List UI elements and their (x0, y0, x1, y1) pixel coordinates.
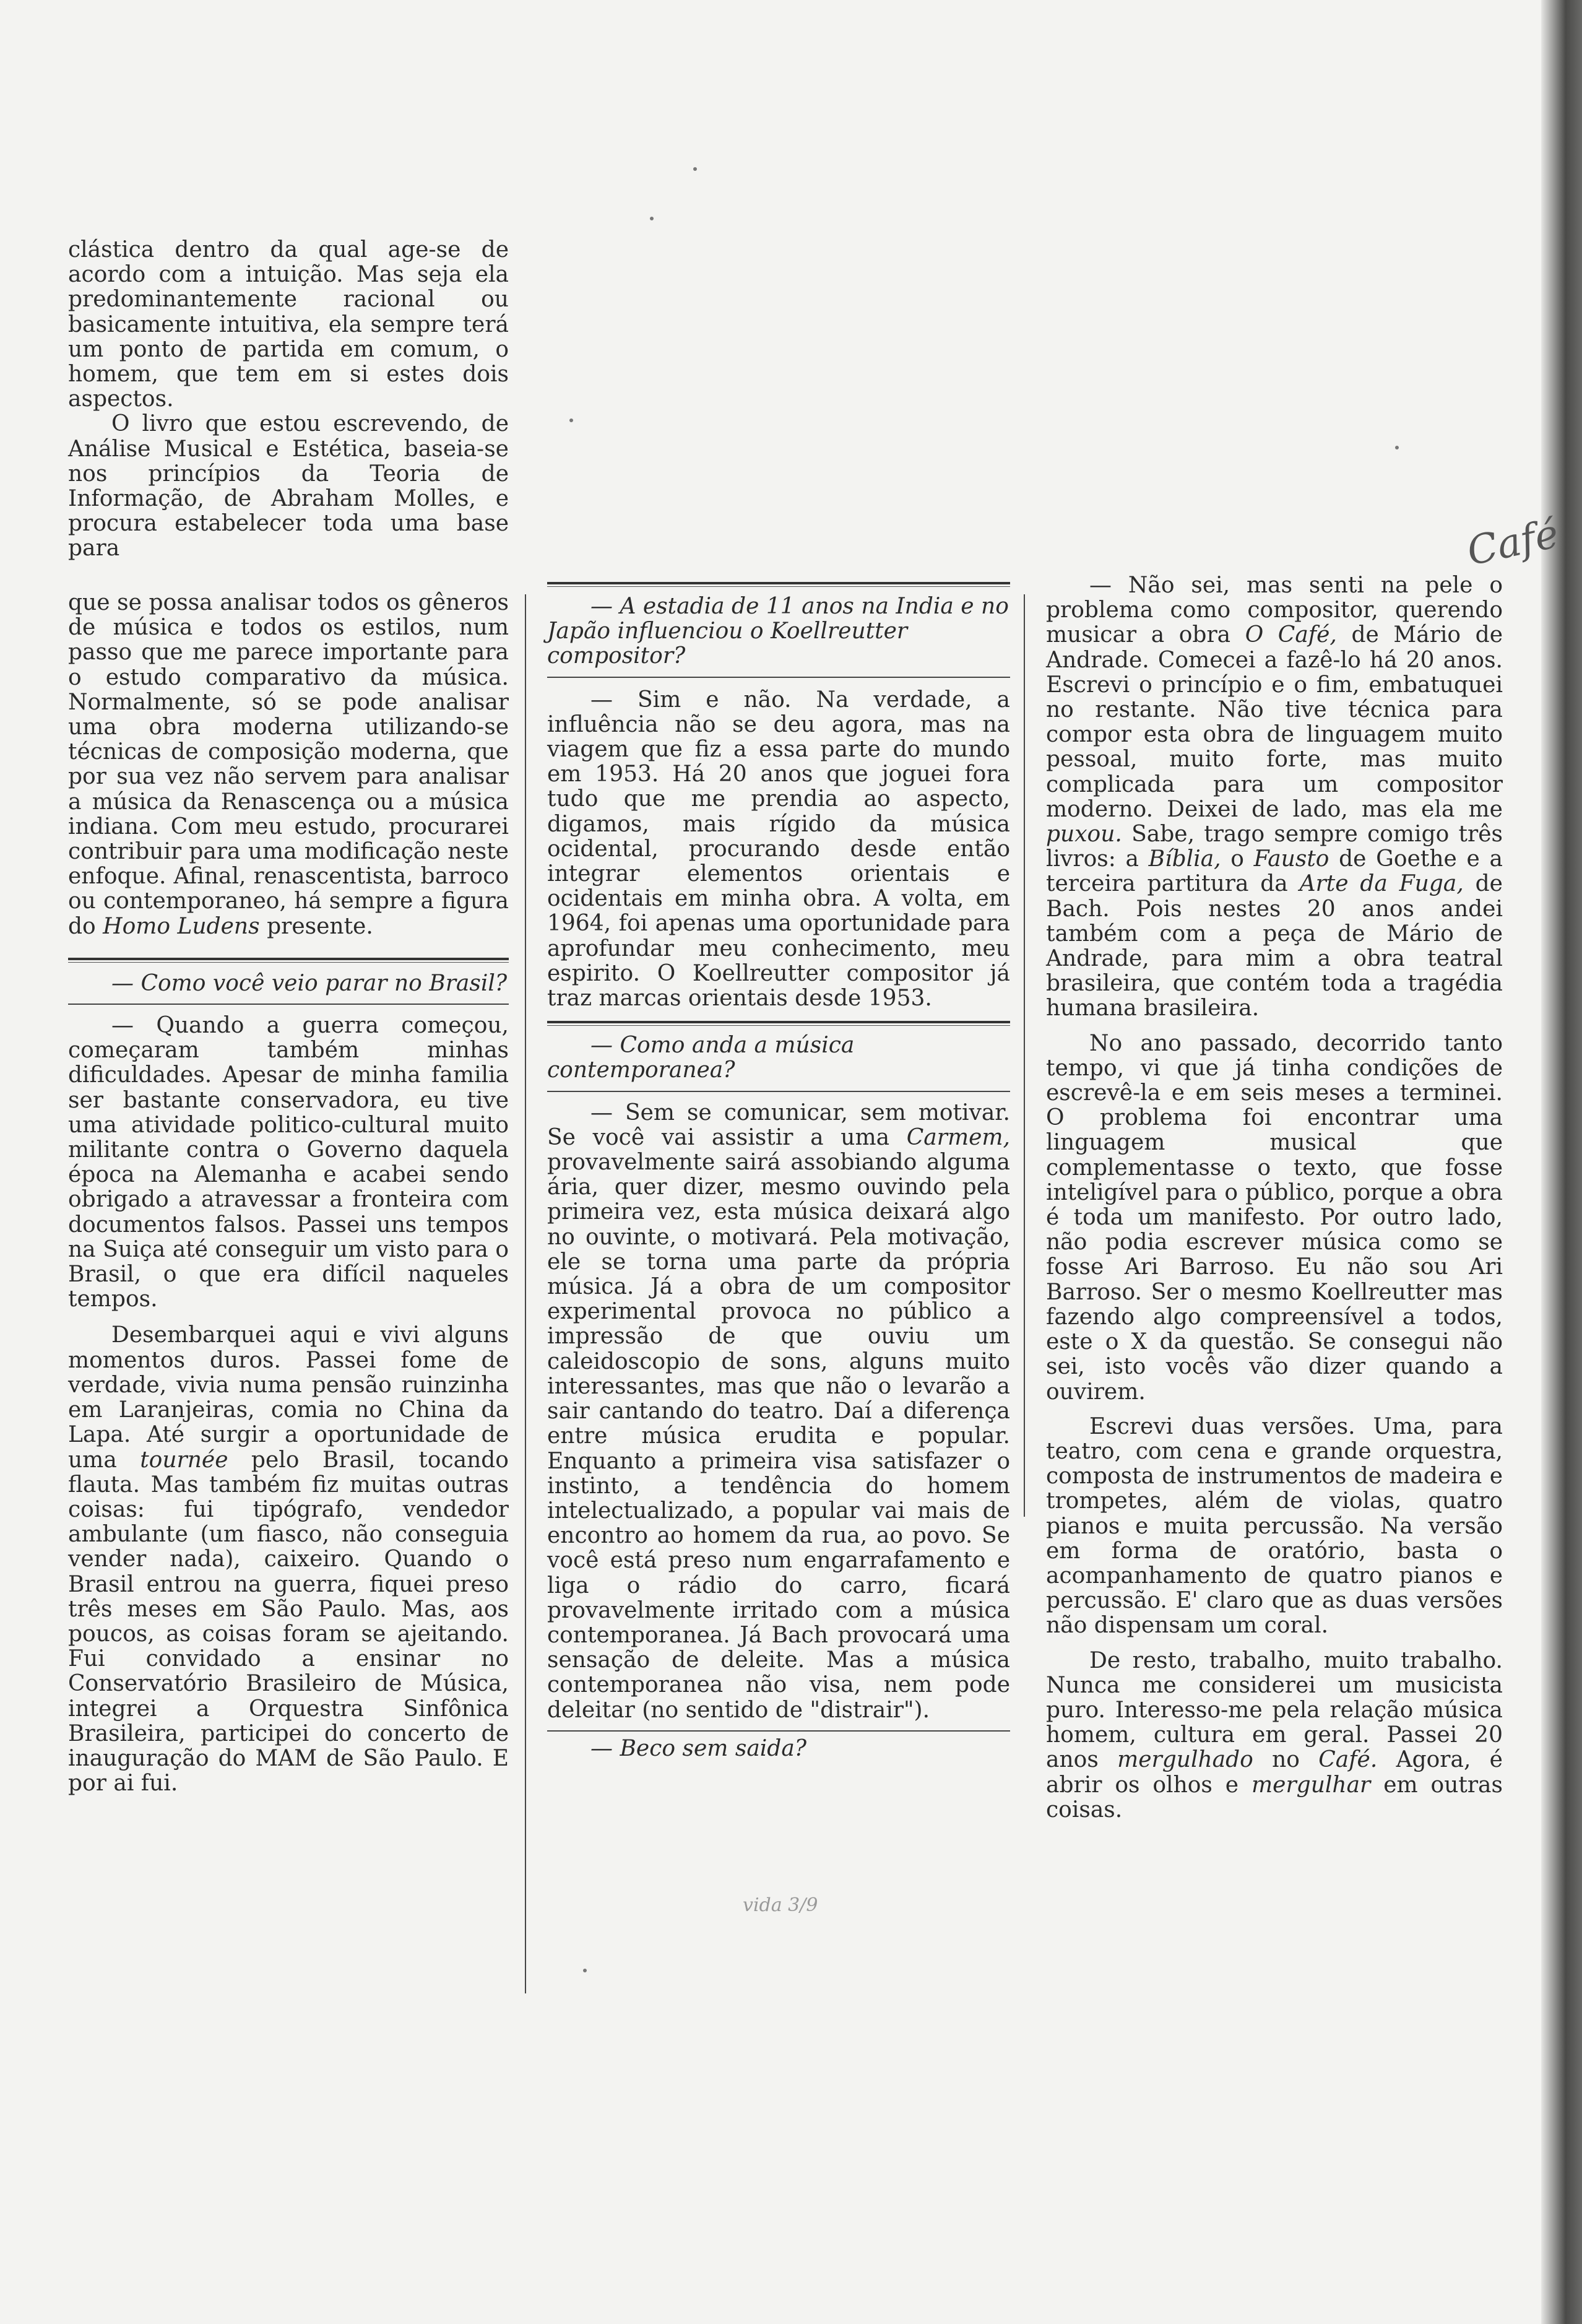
handwritten-margin-note: vida 3/9 (743, 1894, 818, 1916)
section-rule (547, 1021, 1010, 1026)
section-rule (68, 958, 509, 963)
paragraph: Desembarquei aqui e vivi alguns momentos duros. Passei fome de verdade, vivia numa pensão ruinzinha em Laranjeiras, comia no China da Lapa. Até surgir a oportunidade de uma tournée pelo Brasil, tocando flauta. Mas também fiz muitas outras coisas: fui tipógrafo, vendedor ambulante (um fiasco, não conseguia vender nada), caixeiro. Quando o Brasil entrou na guerra, fiquei preso três meses em São Paulo. Mas, aos poucos, as coisas foram se ajeitando. Fui convidado a ensinar no Conservatório Brasileiro de Música, integrei a Orquestra Sinfônica Brasileira, participei do concerto de inauguração do MAM de São Paulo. E por ai fui. (68, 1322, 509, 1797)
paragraph: Escrevi duas versões. Uma, para teatro, com cena e grande orquestra, composta de instrumentos de madeira e trompetes, além de violas, quatro pianos e muita percussão. Na versão em forma de oratório, basta o acompanhamento de quatro pianos e percussão. E' claro que as duas versões não dispensam um coral. (1046, 1413, 1503, 1639)
page-edge-shadow (1541, 0, 1582, 2324)
section-rule (547, 582, 1010, 587)
paragraph: clástica dentro da qual age-se de acordo com a intuição. Mas seja ela predominantemente racional ou basicamente intuitiva, ela sempre terá um ponto de partida em comum, o homem, que tem em si estes dois aspectos. (68, 237, 509, 412)
handwritten-note-cafe: Café (1463, 511, 1563, 575)
question: — Como anda a música contemporanea? (547, 1033, 855, 1083)
question: — Beco sem saida? (590, 1735, 807, 1761)
question: — A estadia de 11 anos na India e no Japão influenciou o Koellreutter compositor? (547, 594, 1009, 669)
column-rule (1024, 594, 1025, 1517)
paragraph: — Sem se comunicar, sem motivar. Se você vai assistir a uma Carmem, provavelmente sairá assobiando alguma ária, quer dizer, mesmo ouvindo pela primeira vez, esta música deixará algo no ouvinte, o motivará. Pela motivação, ele se torna uma parte da própria música. Já a obra de um compositor experimental provoca no público a impressão de que ouviu um caleidoscopio de sons, alguns muito interessantes, mas que não o levarão a sair cantando do teatro. Daí a diferença entre música erudita e popular. Enquanto a primeira visa satisfazer o instinto, a tendência do homem intelectualizado, a popular vai mais de encontro ao homem da rua, ao povo. Se você está preso num engarrafamento e liga o rádio do carro, ficará provavelmente irritado com a música contemporanea. Já Bach provocará uma sensação de deleite. Mas a música contemporanea não visa, nem pode deleitar (no sentido de "distrair"). (547, 1099, 1010, 1723)
speck (693, 167, 697, 171)
question: — Como você veio parar no Brasil? (111, 970, 508, 996)
speck (569, 418, 573, 422)
column-2 (547, 582, 1010, 1761)
paragraph: No ano passado, decorrido tanto tempo, vi que já tinha condições de escrevê-la e em seis meses a terminei. O problema foi encontrar uma linguagem musical que complementasse o texto, que fosse inteligível para o público, porque a obra é toda um manifesto. Por outro lado, não podia escrever música como se fosse Ari Barroso. Eu não sou Ari Barroso. Ser o mesmo Koellreutter mas fazendo algo compreensível a todos, este o X da questão. Se consegui não sei, isto vocês vão dizer quando a ouvirem. (1046, 1030, 1503, 1405)
paragraph: O livro que estou escrevendo, de Análise Musical e Estética, baseia-se nos princípios da Teoria de Informação, de Abraham Molles, e procura estabelecer toda uma base para (68, 411, 509, 561)
paragraph: De resto, trabalho, muito trabalho. Nunca me considerei um musicista puro. Interesso-me pela relação música homem, cultura em geral. Passei 20 anos mergulhado no Café. Agora, é abrir os olhos e mergulhar em outras coisas. (1046, 1647, 1503, 1823)
speck (583, 1969, 587, 1972)
paragraph: — Quando a guerra começou, começaram também minhas dificuldades. Apesar de minha familia ser bastante conservadora, eu tive uma atividade politico-cultural muito militante contra o Governo daquela época na Alemanha e acabei sendo obrigado a atravessar a fronteira com documentos falsos. Passei uns tempos na Suiça até conseguir um visto para o Brasil, o que era difícil naqueles tempos. (68, 1013, 509, 1312)
column-3 (1046, 573, 1503, 1823)
paragraph: que se possa analisar todos os gêneros de música e todos os estilos, num passo que me parece importante para o estudo comparativo da música. Normalmente, só se pode analisar uma obra moderna utilizando-se técnicas de composição moderna, que por sua vez não servem para analisar a música da Renascença ou a música indiana. Com meu estudo, procurarei contribuir para uma modificação neste enfoque. Afinal, renascentista, barroco ou contemporaneo, há sempre a figura do Homo Ludens presente. (68, 590, 509, 939)
column-rule (525, 594, 526, 1993)
column-1 (68, 591, 509, 1796)
column-1-top (68, 238, 509, 561)
paragraph: — Não sei, mas senti na pele o problema como compositor, querendo musicar a obra O Café, de Mário de Andrade. Comecei a fazê-lo há 20 anos. Escrevi o princípio e o fim, embatuquei no restante. Não tive técnica para compor esta obra de linguagem muito pessoal, muito forte, mas muito complicada para um compositor moderno. Deixei de lado, mas ela me puxou. Sabe, trago sempre comigo três livros: a Bíblia, o Fausto de Goethe e a terceira partitura da Arte da Fuga, de Bach. Pois nestes 20 anos andei também com a peça de Mário de Andrade, para mim a obra teatral brasileira, que contém toda a tragédia humana brasileira. (1046, 573, 1503, 1021)
paragraph: — Sim e não. Na verdade, a influência não se deu agora, mas na viagem que fiz a essa parte do mundo em 1953. Há 20 anos que joguei fora tudo que me prendia ao aspecto, digamos, mais rígido da música ocidental, procurando desde então integrar elementos orientais e ocidentais em minha obra. A volta, em 1964, foi apenas uma oportunidade para aprofundar meu conhecimento, meu espirito. O Koellreutter compositor já traz marcas orientais desde 1953. (547, 687, 1010, 1012)
speck (1395, 446, 1399, 449)
speck (650, 217, 654, 220)
